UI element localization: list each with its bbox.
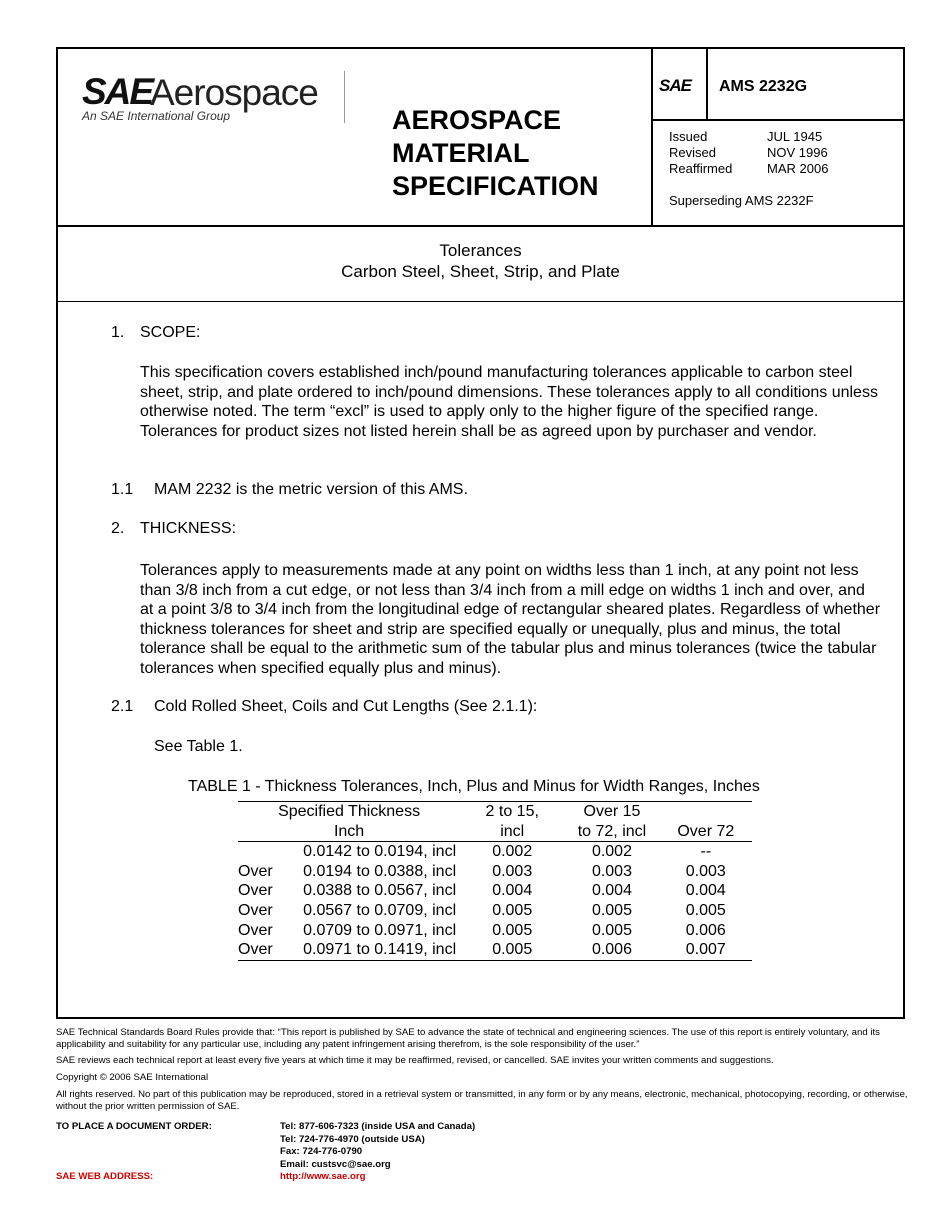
section-2-1-number: 2.1 <box>111 698 134 715</box>
row-value: 0.004 <box>492 882 533 900</box>
row-value: 0.005 <box>492 941 533 959</box>
section-1-body: This specification covers established inch/pound manufacturing tolerances applicable to carbon steel sheet, strip, and plate ordered to inch/pound dimensions. These tolerances apply to all conditions unless otherwise noted. The term “excl” is used to apply only to the higher figure of the specified range. Tolerances for product sizes not listed herein shall be as agreed upon by purchaser and vendor. <box>140 364 878 440</box>
row-value: 0.002 <box>492 843 533 861</box>
row-value: -- <box>700 843 712 861</box>
title-line-1: Tolerances <box>439 241 522 260</box>
spec-title <box>392 104 599 203</box>
date-row <box>669 129 828 145</box>
section-2-number: 2. <box>111 520 125 537</box>
row-value: 0.005 <box>685 901 726 919</box>
header-over-72: Over 72 <box>660 802 752 842</box>
ams-number: AMS 2232G <box>719 78 808 95</box>
table-row <box>238 881 752 901</box>
footer-rules-text: SAE Technical Standards Board Rules provide that: “This report is published by SAE to advance the state of technical and engineering sciences. The use of this report is entirely voluntary, and its applicability and suitability for any particular use, including any patent infringement arising therefrom, is the sole responsibility of the user.” <box>56 1027 880 1050</box>
footer-review-text: SAE reviews each technical report at least every five years at which time it may be reaffirmed, revised, or cancelled. SAE invites your written comments and suggestions. <box>56 1055 774 1067</box>
header-2-to-15: 2 to 15, incl <box>460 802 564 842</box>
row-value: 0.005 <box>591 901 632 919</box>
row-range: 0.0388 to 0.0567, incl <box>303 882 457 900</box>
section-2-heading: THICKNESS: <box>140 520 237 537</box>
logo-aerospace-text: Aerospace <box>150 72 318 113</box>
table-1-caption: TABLE 1 - Thickness Tolerances, Inch, Plus and Minus for Width Ranges, Inches <box>188 778 760 795</box>
row-prefix: Over <box>238 882 273 900</box>
date-value: NOV 1996 <box>767 145 828 160</box>
date-row <box>669 145 828 161</box>
row-value: 0.004 <box>685 882 726 900</box>
row-range: 0.0971 to 0.1419, incl <box>303 941 457 959</box>
footer-rights-text: All rights reserved. No part of this publication may be reproduced, stored in a retrieval system or transmitted, in any form or by any means, electronic, mechanical, photocopying, recording, or otherwise, without the prior written permission of SAE. <box>56 1088 908 1112</box>
row-value: 0.003 <box>591 862 632 880</box>
order-label: TO PLACE A DOCUMENT ORDER: <box>56 1121 212 1132</box>
title-line-2: Carbon Steel, Sheet, Strip, and Plate <box>341 262 620 281</box>
table-row <box>238 842 752 862</box>
date-label: Reaffirmed <box>669 161 733 176</box>
header-vertical-divider <box>651 49 653 225</box>
footer-copyright: Copyright © 2006 SAE International <box>56 1072 209 1084</box>
row-value: 0.005 <box>492 921 533 939</box>
header-divider <box>58 225 903 227</box>
issue-dates <box>669 129 828 177</box>
row-value: 0.005 <box>492 901 533 919</box>
spec-title-line: SPECIFICATION <box>392 171 599 201</box>
table-row <box>238 921 752 941</box>
row-value: 0.003 <box>685 862 726 880</box>
section-2-1-body: Cold Rolled Sheet, Coils and Cut Lengths (See 2.1.1): <box>154 698 538 715</box>
row-range: 0.0194 to 0.0388, incl <box>303 862 457 880</box>
superseding-note: Superseding AMS 2232F <box>669 193 814 208</box>
table-row <box>238 940 752 960</box>
row-range: 0.0142 to 0.0194, incl <box>303 843 457 861</box>
row-value: 0.007 <box>685 941 726 959</box>
section-1-number: 1. <box>111 324 125 341</box>
see-table-note: See Table 1. <box>154 738 243 755</box>
logo-divider <box>344 71 345 123</box>
web-label: SAE WEB ADDRESS: <box>56 1171 154 1182</box>
ams-box-bottom <box>651 119 905 121</box>
logo-subtitle: An SAE International Group <box>82 109 231 123</box>
section-2-body: Tolerances apply to measurements made at any point on widths less than 1 inch, at any point not less than 3/8 inch from a cut edge, or not less than 3/4 inch from a mill edge on widths 1 inch and over, and at a point 3/8 to 3/4 inch from the longitudinal edge of rectangular sheared plates. Regardless of whether thickness tolerances for sheet and strip are specified equally or unequally, plus and minus, the total tolerance shall be equal to the arithmetic sum of the tabular plus and minus tolerances (twice the tabular tolerances when specified equally plus and minus). <box>140 562 881 677</box>
row-value: 0.002 <box>591 843 632 861</box>
row-value: 0.006 <box>591 941 632 959</box>
section-1-heading: SCOPE: <box>140 324 201 341</box>
section-1-1-number: 1.1 <box>111 481 134 498</box>
order-email: Email: custsvc@sae.org <box>280 1158 391 1170</box>
spec-title-line: AEROSPACE <box>392 105 562 135</box>
row-prefix: Over <box>238 862 273 880</box>
ams-box-divider <box>706 49 708 121</box>
sae-aerospace-logo <box>82 71 322 131</box>
section-1-1-body: MAM 2232 is the metric version of this AMS. <box>154 481 468 498</box>
date-value: JUL 1945 <box>767 129 823 144</box>
order-fax: Fax: 724-776-0790 <box>280 1146 363 1157</box>
date-label: Issued <box>669 129 708 144</box>
document-title <box>58 240 903 282</box>
row-range: 0.0709 to 0.0971, incl <box>303 921 457 939</box>
row-range: 0.0567 to 0.0709, incl <box>303 901 457 919</box>
order-tel-2: Tel: 724-776-4970 (outside USA) <box>280 1133 425 1145</box>
row-prefix: Over <box>238 921 273 939</box>
row-prefix: Over <box>238 941 273 959</box>
spec-title-line: MATERIAL <box>392 138 530 168</box>
date-row <box>669 161 828 177</box>
table-row <box>238 862 752 882</box>
logo-sae-text: SAE <box>82 71 153 112</box>
table-header-row <box>238 802 752 842</box>
legal-footer <box>56 1027 914 1117</box>
row-prefix: Over <box>238 901 273 919</box>
table-1 <box>238 801 752 961</box>
small-sae-logo: SAE <box>659 76 691 95</box>
title-divider <box>58 301 903 302</box>
table-row <box>238 901 752 921</box>
header-over-15-to-72: Over 15 to 72, incl <box>564 802 659 842</box>
web-url-link[interactable]: http://www.sae.org <box>280 1171 366 1182</box>
row-value: 0.005 <box>591 921 632 939</box>
date-value: MAR 2006 <box>767 161 829 176</box>
header-specified-thickness: Specified Thickness Inch <box>238 802 460 842</box>
row-value: 0.004 <box>591 882 632 900</box>
order-tel-1: Tel: 877-606-7323 (inside USA and Canada) <box>280 1121 476 1132</box>
row-value: 0.006 <box>685 921 726 939</box>
row-value: 0.003 <box>492 862 533 880</box>
date-label: Revised <box>669 145 716 160</box>
